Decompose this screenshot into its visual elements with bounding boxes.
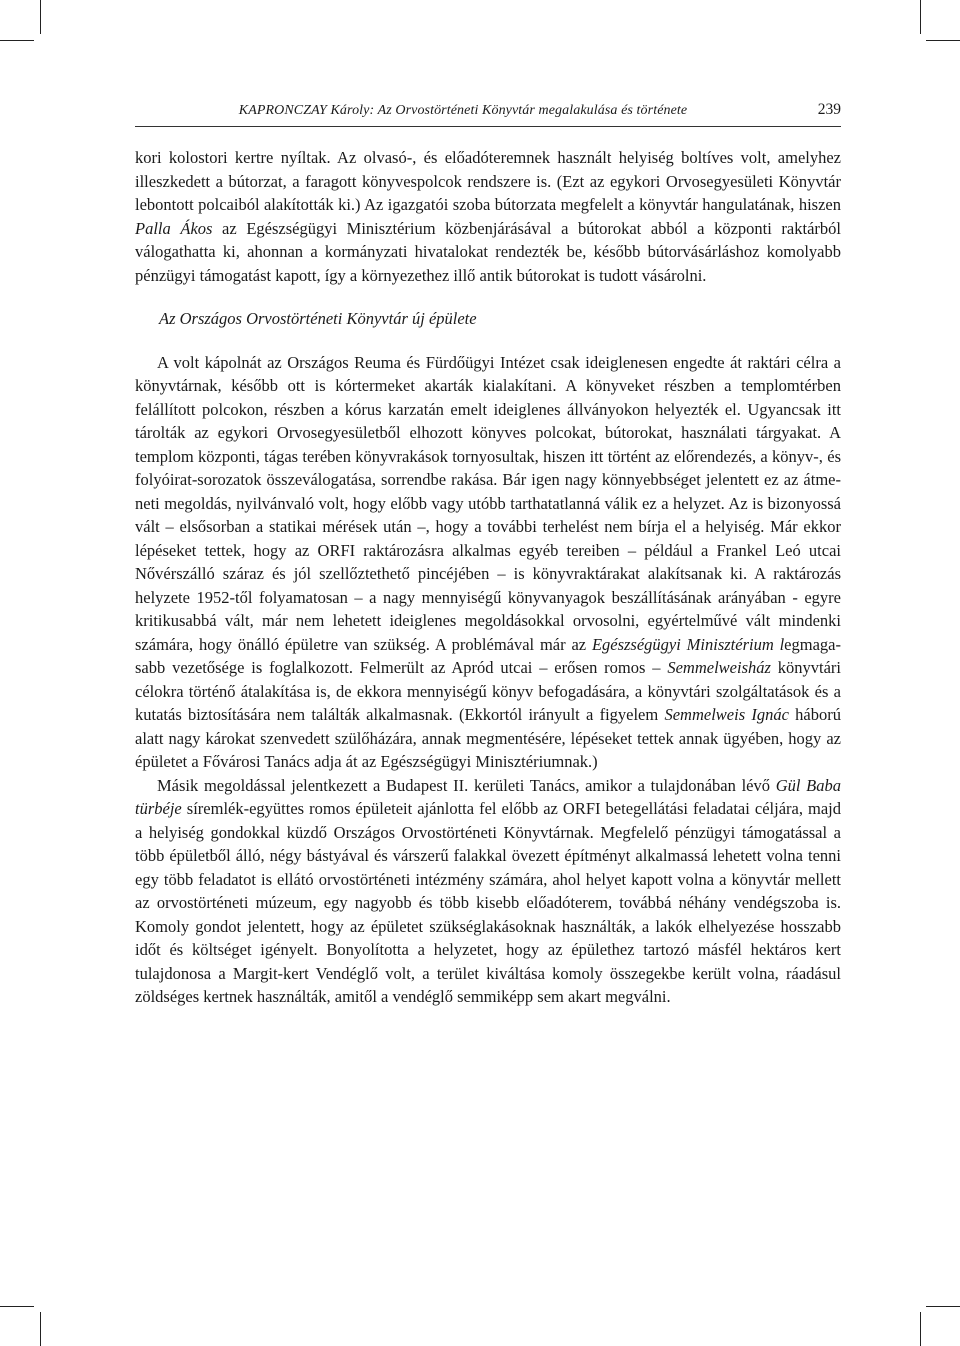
page-number: 239 (817, 101, 841, 118)
paragraph-3: Másik megoldással jelentkezett a Budapest II. kerületi Tanács, amikor a tulajdonában lévő Gül Baba türbéje síremlék-együttes romos épületeit ajánlotta fel előbb az ORFI betegellátási feladatai céljára, majd a helyiség gondokkal küzdő Országos Orvostörténeti Könyvtárnak. Megfelelő pénzügyi támogatással a több épületből álló, négy bástyával és várszerű falakkal övezett építményt alkalmassá lehetett volna tenni egy több feladatot is ellátó orvostörténeti intézmény számára, ahol helyet kapott volna a könyvtár mellett az orvostörténeti múzeum, egy nagyobb és több kisebb előadóterem, továbbá néhány vendégszoba is. Komoly gondot jelentett, hogy az épületet szükséglakásoknak használták, a lakók elhelyezése hosszabb időt és költséget igényelt. Bonyolította a helyzetet, hogy az épülethez tartozó másfél hektáros kert tulajdonosa a Margit-kert Vendéglő volt, a terület kiváltása komoly összegekbe került volna, ráadásul zöldséges kertnek használták, amitől a vendéglő semmiképp sem akart megválni. (135, 775, 841, 1006)
crop-mark-bottom-left (40, 1312, 41, 1346)
body-text (135, 146, 841, 1009)
paragraph-2: A volt kápolnát az Országos Reuma és Fürdőügyi Intézet csak ideiglenesen engedte át raktári célra a könyvtárnak, később ott is kórtermeket akarták kialakítani. A könyveket részben a templomtérben felállított polcokon, részben a kórus karzatán emelt ideiglenes állványokon helyezték el. Ugyancsak itt tárolták az egykori Orvosegyesületből elhozott könyves polcokat, bútorokat, használati tárgyakat. A templom központi, tágas terében könyvrakások tornyosultak, hiszen itt történt az előrendezés, a könyv-, és folyóirat-sorozatok összeválogatása, sorrendbe rakása. Bár igen nagy könnyebbséget jelentett ez az átmeneti megoldás, nyilvánvaló volt, hogy előbb vagy utóbb tarthatatlanná válik ez a helyzet. Az is bizonyossá vált – elsősorban a statikai mérések után –, hogy a további terhelést nem bírja el a helyiség. Már ekkor lépéseket tettek, hogy az ORFI raktározásra alkalmas egyéb tereiben – például a Frankel Leó utcai Nővérszálló száraz és jól szellőztethető pincéjében – is könyvraktárakat alakítsanak ki. A raktározás helyzete 1952-től folyamatosan – a nagy mennyiségű könyvanyagok beszállításának arányában - egyre kritikusabbá vált, már nem lehetett ideiglenes megoldásokkal orvosolni, egyértelművé vált mindenki számára, hogy önálló épületre van szükség. A problémával már az Egészségügyi Minisztérium legmagasabb vezetősége is foglalkozott. Felmerült az Apród utcai – erősen romos – Semmelweisház könyvtári célokra történő átalakítása is, de ekkora mennyiségű könyv befogadására, a könyvtári szolgáltatások és a kutatás biztosítására nem találták alkalmasnak. (Ekkortól irányult a figyelem Semmelweis Ignác háború alatt nagy károkat szenvedett szülőházára, annak megmentésére, lépéseket tettek annak ügyében, hogy az épületet a Fővárosi Tanács adja át az Egészségügyi Minisztériumnak.) (135, 352, 841, 771)
crop-mark-top-left-horizontal (0, 40, 34, 41)
crop-mark-bottom-left-horizontal (0, 1306, 34, 1307)
crop-mark-top-right-horizontal (926, 40, 960, 41)
crop-mark-top-left (40, 0, 41, 34)
crop-mark-top-right (920, 0, 921, 34)
crop-mark-bottom-right-horizontal (926, 1306, 960, 1307)
paragraph-1: kori kolostori kertre nyíltak. Az olvasó-, és előadóteremnek használt helyiség boltíves volt, amelyhez illeszkedett a bútorzat, a faragott könyvespolcok rendszere is. (Ezt az egykori Orvosegyesületi Könyvtár lebontott polcaiból alakították ki.) Az igazgatói szoba bútorzata megfelelt a könyvtár hangulatának, hiszen Palla Ákos az Egészségügyi Minisztérium közbenjárásával a bútorokat abból a központi raktárból válogathatta ki, ahonnan a kormányzati hivatalokat rendezték be, később bútorvásárláshoz komolyabb pénzügyi támogatást kapott, így a környezethez illő antik bútorokat is tudott vásárolni. (135, 148, 841, 285)
institution-name: Egészségügyi Minisztérium l (591, 634, 785, 654)
crop-mark-bottom-right (920, 1312, 921, 1346)
monument-name: Gül Baba türbéje (135, 775, 841, 818)
person-name: Palla Ákos (135, 218, 213, 238)
person-name: Semmelweis Ignác (664, 705, 789, 724)
running-head-title: KAPRONCZAY Károly: Az Orvostörténeti Könyvtár megalakulása és története (238, 103, 688, 118)
running-head (135, 100, 841, 127)
section-title: Az Országos Orvostörténeti Könyvtár új épülete (159, 309, 477, 328)
building-name: Semmelweisház (667, 658, 771, 677)
